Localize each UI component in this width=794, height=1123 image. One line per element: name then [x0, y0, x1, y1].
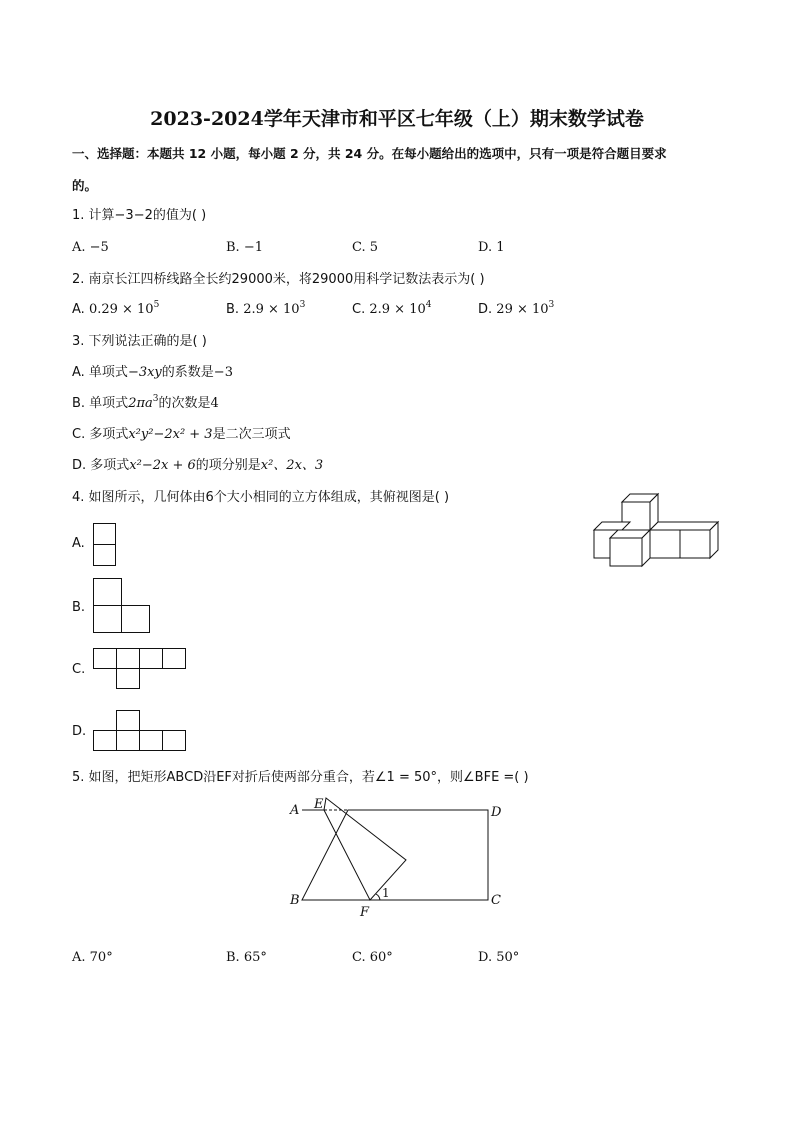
q3-option-c-expr: x²y²−2x² + 3	[128, 427, 213, 442]
q3-option-a-pre: A. 单项式	[72, 365, 128, 380]
question-4-stem: 4. 如图所示，几何体由6个大小相同的立方体组成，其俯视图是( )	[72, 490, 450, 505]
rectangle-outline	[302, 810, 488, 900]
q3-option-d-expr: x²−2x + 6	[129, 458, 196, 473]
label-e: E	[314, 797, 324, 812]
cube-row-front-1	[650, 530, 680, 558]
cube-solid-figure	[590, 492, 720, 568]
q3-option-a[interactable]	[72, 365, 233, 381]
q3-option-b[interactable]	[72, 396, 219, 412]
q5-option-a[interactable]: A. 70°	[72, 950, 113, 965]
folded-flap	[324, 798, 406, 900]
q2-option-d-exp: 3	[548, 300, 555, 310]
q3-option-d[interactable]	[72, 458, 323, 474]
cube-front-front	[610, 538, 642, 566]
question-3-stem: 3. 下列说法正确的是( )	[72, 334, 207, 349]
q3-option-d-val: x²、2x、3	[260, 458, 324, 473]
q3-option-b-val: 4	[210, 396, 219, 411]
q5-option-b[interactable]: B. 65°	[226, 950, 267, 965]
q2-option-c-exp: 4	[425, 300, 432, 310]
q4-option-a-label[interactable]: A.	[72, 536, 85, 551]
q2-option-a-letter: A.	[72, 302, 85, 317]
q2-option-b-exp: 3	[299, 300, 306, 310]
q2-option-d-base: 29 × 10	[496, 302, 549, 317]
q3-option-b-post: 的次数是	[158, 396, 211, 411]
q3-option-d-post: 的项分别是	[195, 458, 261, 473]
q5-option-d[interactable]: D. 50°	[478, 950, 520, 965]
q3-option-a-post: 的系数是	[161, 365, 214, 380]
q5-option-c[interactable]: C. 60°	[352, 950, 393, 965]
q2-option-c[interactable]	[352, 302, 431, 318]
q1-option-c[interactable]: C. 5	[352, 240, 379, 255]
question-5-stem: 5. 如图，把矩形ABCD沿EF对折后使两部分重合，若∠1 = 50°，则∠BFE =( )	[72, 770, 529, 785]
label-b: B	[290, 893, 300, 908]
q2-option-b[interactable]	[226, 302, 305, 318]
q1-option-b[interactable]: B. −1	[226, 240, 263, 255]
label-d: D	[491, 805, 502, 820]
folded-rectangle-figure	[286, 794, 506, 920]
cube-row-top	[650, 522, 718, 530]
q3-option-a-expr: −3xy	[127, 365, 162, 380]
exam-title: 2023-2024学年天津市和平区七年级（上）期末数学试卷	[150, 108, 644, 130]
q4-option-b-label[interactable]: B.	[72, 600, 86, 615]
q3-option-c-pre: C. 多项式	[72, 427, 129, 442]
section-heading-line2: 的。	[72, 178, 98, 193]
q2-option-b-base: 2.9 × 10	[243, 302, 300, 317]
q2-option-a-exp: 5	[153, 300, 160, 310]
q3-option-c-post: 是二次三项式	[212, 427, 291, 442]
q4-option-a-figure[interactable]	[93, 523, 117, 567]
q4-option-b-figure[interactable]	[93, 578, 153, 634]
q1-option-a[interactable]: A. −5	[72, 240, 109, 255]
question-2-stem: 2. 南京长江四桥线路全长约29000米，将29000用科学记数法表示为( )	[72, 272, 485, 287]
q3-option-b-expr: 2πa	[128, 396, 153, 411]
label-f: F	[360, 905, 370, 920]
q3-option-b-exp: 3	[152, 394, 159, 404]
angle-1-arc	[376, 894, 380, 900]
q2-option-b-letter: B.	[226, 302, 240, 317]
label-angle-1: 1	[382, 886, 390, 900]
q3-option-d-pre: D. 多项式	[72, 458, 130, 473]
q4-option-c-label[interactable]: C.	[72, 662, 86, 677]
q2-option-a-base: 0.29 × 10	[88, 302, 154, 317]
q2-option-d[interactable]	[478, 302, 554, 318]
label-c: C	[491, 893, 501, 908]
q2-option-d-letter: D.	[478, 302, 493, 317]
label-a: A	[290, 803, 300, 818]
q2-option-a[interactable]	[72, 302, 159, 318]
q1-option-d[interactable]: D. 1	[478, 240, 505, 255]
q2-option-c-base: 2.9 × 10	[369, 302, 426, 317]
q3-option-c[interactable]	[72, 427, 291, 443]
section-heading-line1: 一、选择题：本题共 12 小题，每小题 2 分，共 24 分。在每小题给出的选项中，只有一项是符合题目要求	[72, 146, 667, 161]
q4-option-c-figure[interactable]	[93, 648, 189, 692]
q3-option-a-val: −3	[213, 365, 233, 380]
question-1-stem: 1. 计算−3−2的值为( )	[72, 208, 207, 223]
q2-option-c-letter: C.	[352, 302, 366, 317]
q4-option-d-label[interactable]: D.	[72, 724, 87, 739]
cube-row-front-2	[680, 530, 710, 558]
q3-option-b-pre: B. 单项式	[72, 396, 129, 411]
q4-option-d-figure[interactable]	[93, 710, 189, 754]
